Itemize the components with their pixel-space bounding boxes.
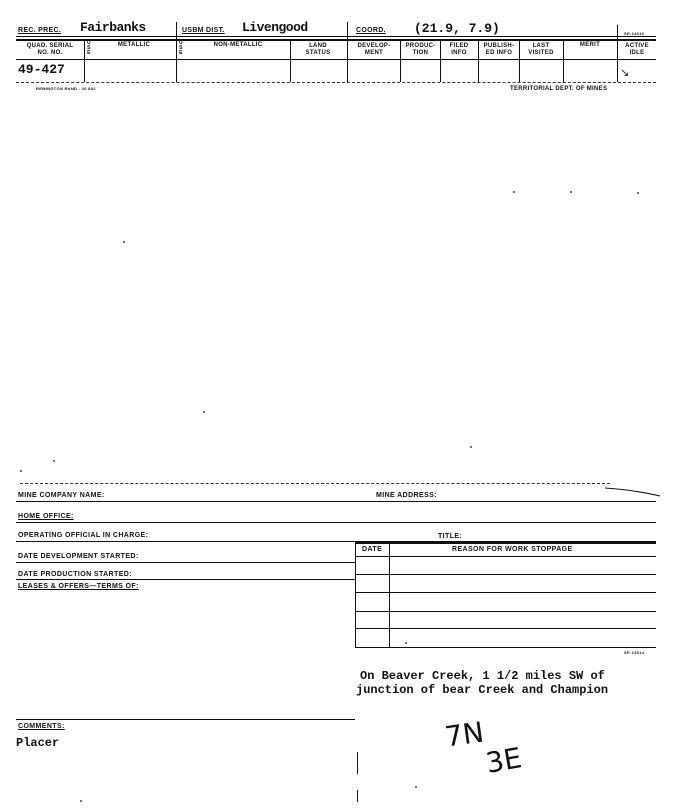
scan-speck [470,446,472,448]
header-divider-3 [617,25,618,40]
stoppage-grid-header-line [355,556,656,557]
quad-serial-value: 49-427 [18,62,65,77]
col-land-status: LAND STATUS [305,43,331,56]
stoppage-grid-row-line [355,592,656,593]
stoppage-grid-bottom [355,647,656,648]
col-divider [519,40,520,82]
col-divider [400,40,401,82]
lower-right-tick [357,752,358,774]
comments-label: COMMENTS: [18,723,65,730]
col-non-metallic: NON-METALLIC [213,42,263,48]
col-divider [176,40,177,82]
reason-column-label: REASON FOR WORK STOPPAGE [452,546,573,553]
location-line-2: junction of bear Creek and Champion [356,683,609,697]
rec-prec-label: REC. PREC. [18,27,62,34]
col-use-1: U S E [87,40,91,56]
title-label: TITLE: [438,533,463,540]
home-office-label: HOME OFFICE: [18,513,74,520]
township-handwritten: 7N [442,715,486,754]
stoppage-grid-row-line [355,628,656,629]
col-divider [617,40,618,82]
home-office-line [16,522,656,523]
header-baseline [16,36,656,37]
stoppage-grid-row-line [355,611,656,612]
header-row-bottom [16,59,656,60]
mine-company-label: MINE COMPANY NAME: [18,492,105,499]
rec-prec-value: Fairbanks [80,20,146,35]
scan-speck [570,191,572,193]
date-production-line [16,579,355,580]
col-divider [440,40,441,82]
stoppage-grid-left [355,542,356,647]
col-filed-info: FILED INFO [449,43,469,56]
usbm-dist-label: USBM DIST. [182,27,225,34]
coord-value: (21.9, 7.9) [414,21,500,36]
date-development-label: DATE DEVELOPMENT STARTED: [18,553,139,560]
mine-company-line [16,501,656,502]
leases-label: LEASES & OFFERS—TERMS OF: [18,583,139,590]
scan-speck [53,460,55,462]
scan-speck [20,470,22,472]
col-divider [290,40,291,82]
lower-right-tick [357,790,358,802]
form-number-bottom: SP-14614 [624,650,645,655]
comments-value: Placer [16,736,60,750]
stoppage-grid-divider [389,542,390,647]
scan-speck [80,800,82,802]
date-column-label: DATE [362,546,383,553]
col-divider [347,40,348,82]
stoppage-grid-top [355,542,656,544]
table-top-rule [16,39,656,41]
scan-speck [203,411,205,413]
scan-speck [415,786,417,788]
lower-card-top-rule [20,483,610,484]
card-edge-curve [605,486,665,498]
col-development: DEVELOP- MENT [357,43,391,56]
scan-speck [637,192,639,194]
scan-speck [405,642,407,644]
col-merit: MERIT [579,42,601,48]
scan-speck [513,191,515,193]
date-development-line [16,562,355,563]
footer-right-text: TERRITORIAL DEPT. OF MINES [510,86,608,92]
col-divider [563,40,564,82]
comments-line [16,719,355,720]
header-divider-1 [176,22,177,40]
col-use-2: U S E [179,40,183,56]
scan-speck [123,241,125,243]
operating-official-label: OPERATING OFFICIAL IN CHARGE: [18,532,149,539]
table-bottom-rule [16,82,656,83]
col-divider [478,40,479,82]
coord-label: COORD. [356,27,386,34]
col-production: PRODUC- TION [405,43,436,56]
stoppage-grid-row-line [355,574,656,575]
usbm-dist-value: Livengood [242,20,308,35]
header-divider-2 [347,22,348,40]
col-quad-serial: QUAD. SERIAL NO. NO. [26,43,74,56]
range-handwritten: 3E [483,741,525,780]
col-last-visited: LAST VISITED [528,43,554,56]
col-divider [84,40,85,82]
col-published-info: PUBLISH- ED INFO [483,43,515,56]
location-line-1: On Beaver Creek, 1 1/2 miles SW of [360,669,605,683]
date-production-label: DATE PRODUCTION STARTED: [18,571,132,578]
mine-address-label: MINE ADDRESS: [376,492,437,499]
col-metallic: METALLIC [117,42,151,48]
col-active-idle: ACTIVE IDLE [625,43,649,56]
form-number-top: SP-14610 [624,31,645,36]
footer-left-text: REMINGTON RAND - 20 882 [36,86,96,91]
active-idle-mark: ↘ [620,66,630,79]
